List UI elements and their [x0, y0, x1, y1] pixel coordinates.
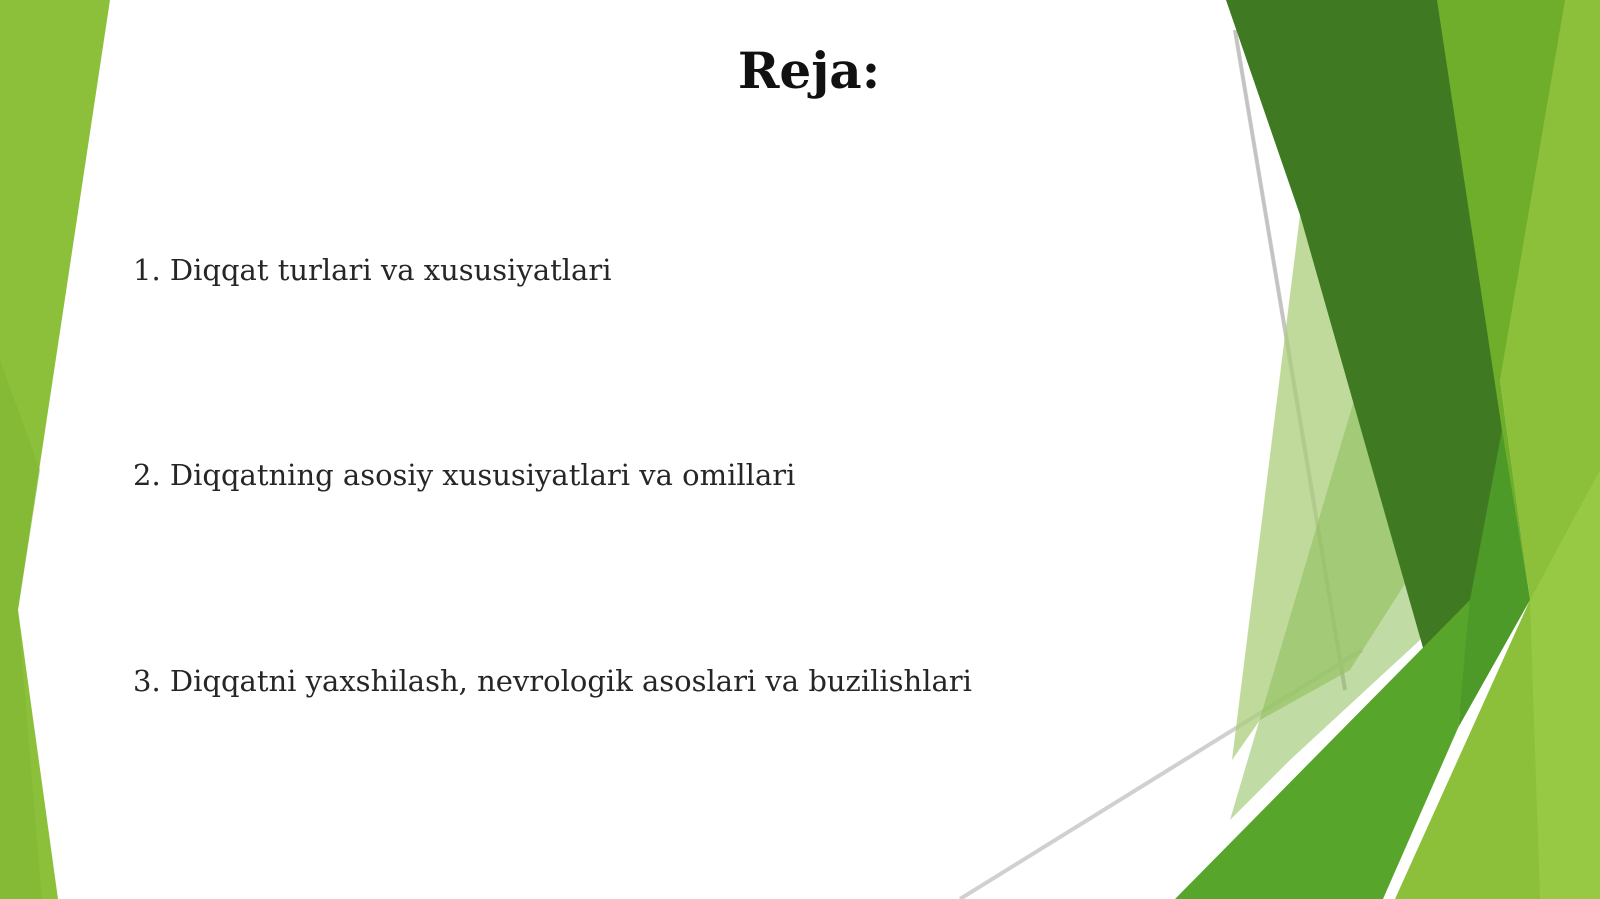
plan-item-2-number: 2. [133, 458, 161, 492]
plan-item-1 [133, 250, 612, 290]
plan-item-3-number: 3. [133, 664, 161, 698]
plan-item-1-text: Diqqat turlari va xususiyatlari [169, 253, 612, 287]
plan-item-3-text: Diqqatni yaxshilash, nevrologik asoslari va buzilishlari [169, 664, 972, 698]
plan-item-2 [133, 455, 795, 495]
plan-item-3 [133, 661, 972, 701]
plan-item-1-number: 1. [133, 253, 161, 287]
plan-item-2-text: Diqqatning asosiy xususiyatlari va omillari [169, 458, 796, 492]
slide-title: Reja: [737, 41, 881, 100]
